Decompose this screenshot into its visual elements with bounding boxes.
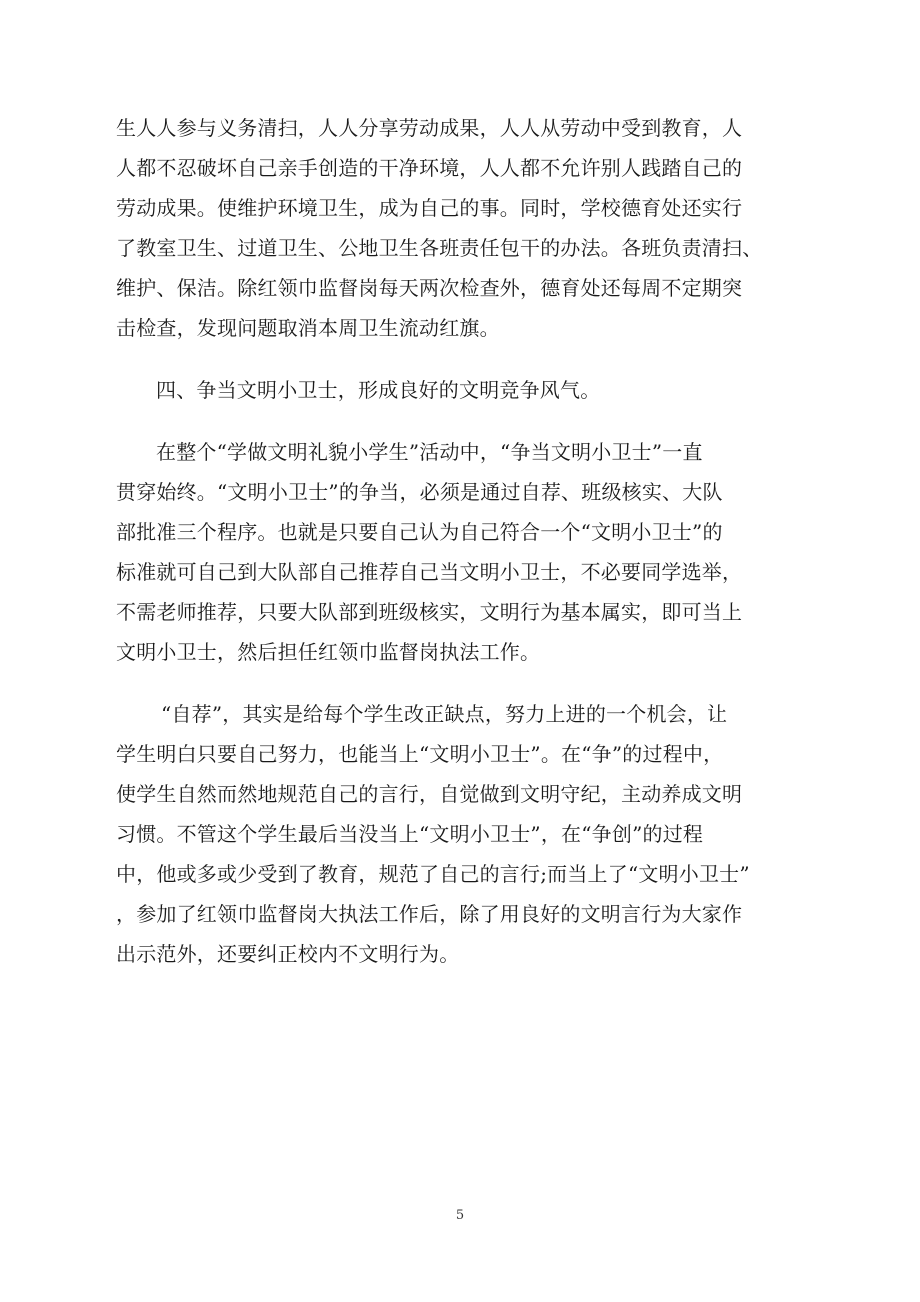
paragraph-spacer — [116, 672, 816, 694]
text-line: 在整个“学做文明礼貌小学生”活动中，“争当文明小卫士”一直 — [156, 440, 703, 464]
paragraph-sanitation — [116, 108, 816, 348]
text-line: 击检查，发现问题取消本周卫生流动红旗。 — [116, 316, 500, 340]
text-line: 文明小卫士，然后担任红领巾监督岗执法工作。 — [116, 640, 541, 664]
text-line: 中，他或多或少受到了教育，规范了自己的言行;而当上了“文明小卫士” — [116, 862, 750, 886]
paragraph-self-recommendation — [116, 694, 816, 974]
text-line: 出示范外，还要纠正校内不文明行为。 — [116, 942, 460, 966]
paragraph-civilized-guard — [116, 432, 816, 672]
text-line: 劳动成果。使维护环境卫生，成为自己的事。同时，学校德育处还实行 — [116, 196, 743, 220]
text-line: 维护、保洁。除红领巾监督岗每天两次检查外，德育处还每周不定期突 — [116, 276, 743, 300]
section-heading-4 — [116, 370, 816, 410]
paragraph-spacer — [116, 348, 816, 370]
paragraph-spacer — [116, 410, 816, 432]
text-line: 贯穿始终。“文明小卫士”的争当，必须是通过自荐、班级核实、大队 — [116, 480, 723, 504]
text-line: 使学生自然而然地规范自己的言行，自觉做到文明守纪，主动养成文明 — [116, 782, 743, 806]
text-line: 生人人参与义务清扫，人人分享劳动成果，人人从劳动中受到教育，人 — [116, 116, 743, 140]
text-line: 标准就可自己到大队部自己推荐自己当文明小卫士，不必要同学选举， — [116, 560, 743, 584]
page-number: 5 — [455, 1208, 465, 1223]
text-line: 了教室卫生、过道卫生、公地卫生各班责任包干的办法。各班负责清扫、 — [116, 236, 763, 260]
text-line: 人都不忍破坏自己亲手创造的干净环境，人人都不允许别人践踏自己的 — [116, 156, 743, 180]
document-body — [116, 108, 816, 974]
text-line: ，参加了红领巾监督岗大执法工作后，除了用良好的文明言行为大家作 — [116, 902, 743, 926]
text-line: “自荐”，其实是给每个学生改正缺点，努力上进的一个机会，让 — [161, 702, 728, 726]
text-line: 部批准三个程序。也就是只要自己认为自己符合一个“文明小卫士”的 — [116, 520, 723, 544]
heading-text: 四、争当文明小卫士，形成良好的文明竞争风气。 — [156, 378, 601, 402]
text-line: 不需老师推荐，只要大队部到班级核实，文明行为基本属实，即可当上 — [116, 600, 743, 624]
text-line: 学生明白只要自己努力，也能当上“文明小卫士”。在“争”的过程中， — [116, 742, 724, 766]
text-line: 习惯。不管这个学生最后当没当上“文明小卫士”，在“争创”的过程 — [116, 822, 704, 846]
